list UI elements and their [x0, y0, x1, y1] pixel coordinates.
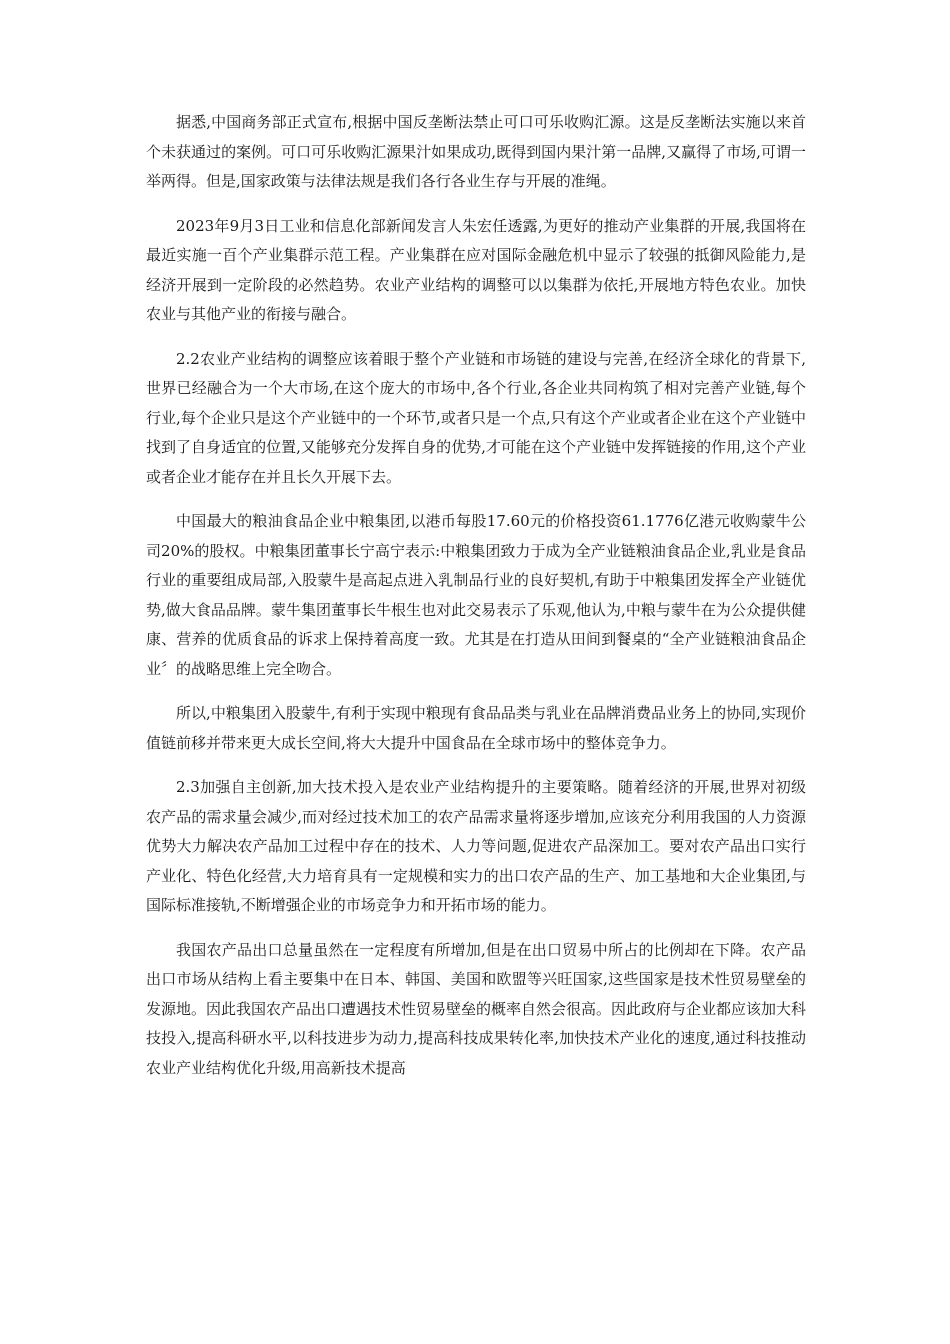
paragraph-section-2-2-industry-chain: 2.2农业产业结构的调整应该着眼于整个产业链和市场链的建设与完善,在经济全球化的背景下,世界已经融合为一个大市场,在这个庞大的市场中,各个行业,各企业共同构筑了相对完善产业链,每个行业,每个企业只是这个产业链中的一个环节,或者只是一个点,只有这个产业或者企业在这个产业链中找到了自身适宜的位置,又能够充分发挥自身的优势,才可能在这个产业链中发挥链接的作用,这个产业或者企业才能存在并且长久开展下去。 [146, 349, 806, 486]
paragraph-section-2-3-innovation: 2.3加强自主创新,加大技术投入是农业产业结构提升的主要策略。随着经济的开展,世界对初级农产品的需求量会减少,而对经过技术加工的农产品需求量将逐步增加,应该充分利用我国的人力资源优势大力解决农产品加工过程中存在的技术、人力等问题,促进农产品深加工。要对农产品出口实行产业化、特色化经营,大力培育具有一定规模和实力的出口农产品的生产、加工基地和大企业集团,与国际标准接轨,不断增强企业的市场竞争力和开拓市场的能力。 [146, 778, 806, 914]
paragraph-coca-cola-huiyuan: 据悉,中国商务部正式宣布,根据中国反垄断法禁止可口可乐收购汇源。这是反垄断法实施以来首个未获通过的案例。可口可乐收购汇源果汁如果成功,既得到国内果汁第一品牌,又赢得了市场,可谓一举两得。但是,国家政策与法律法规是我们各行各业生存与开展的准绳。 [146, 113, 806, 190]
paragraph-industrial-clusters: 2023年9月3日工业和信息化部新闻发言人朱宏任透露,为更好的推动产业集群的开展,我国将在最近实施一百个产业集群示范工程。产业集群在应对国际金融危机中显示了较强的抵御风险能力,是经济开展到一定阶段的必然趋势。农业产业结构的调整可以以集群为依托,开展地方特色农业。加快农业与其他产业的衔接与融合。 [146, 216, 806, 323]
paragraph-cofco-synergy: 所以,中粮集团入股蒙牛,有利于实现中粮现有食品品类与乳业在品牌消费品业务上的协同,实现价值链前移并带来更大成长空间,将大大提升中国食品在全球市场中的整体竞争力。 [146, 704, 806, 752]
paragraph-cofco-mengniu: 中国最大的粮油食品企业中粮集团,以港币每股17.60元的价格投资61.1776亿港元收购蒙牛公司20%的股权。中粮集团董事长宁高宁表示:中粮集团致力于成为全产业链粮油食品企业,乳业是食品行业的重要组成局部,入股蒙牛是高起点进入乳制品行业的良好契机,有助于中粮集团发挥全产业链优势,做大食品品牌。蒙牛集团董事长牛根生也对此交易表示了乐观,他认为,中粮与蒙牛在为公众提供健康、营养的优质食品的诉求上保持着高度一致。尤其是在打造从田间到餐桌的“全产业链粮油食品企业〞的战略思维上完全吻合。 [146, 512, 806, 678]
paragraph-agricultural-exports: 我国农产品出口总量虽然在一定程度有所增加,但是在出口贸易中所占的比例却在下降。农产品出口市场从结构上看主要集中在日本、韩国、美国和欧盟等兴旺国家,这些国家是技术性贸易壁垒的发源地。因此我国农产品出口遭遇技术性贸易壁垒的概率自然会很高。因此政府与企业都应该加大科技投入,提高科研水平,以科技进步为动力,提高科技成果转化率,加快技术产业化的速度,通过科技推动农业产业结构优化升级,用高新技术提高 [146, 940, 807, 1077]
document-body [146, 108, 806, 1098]
